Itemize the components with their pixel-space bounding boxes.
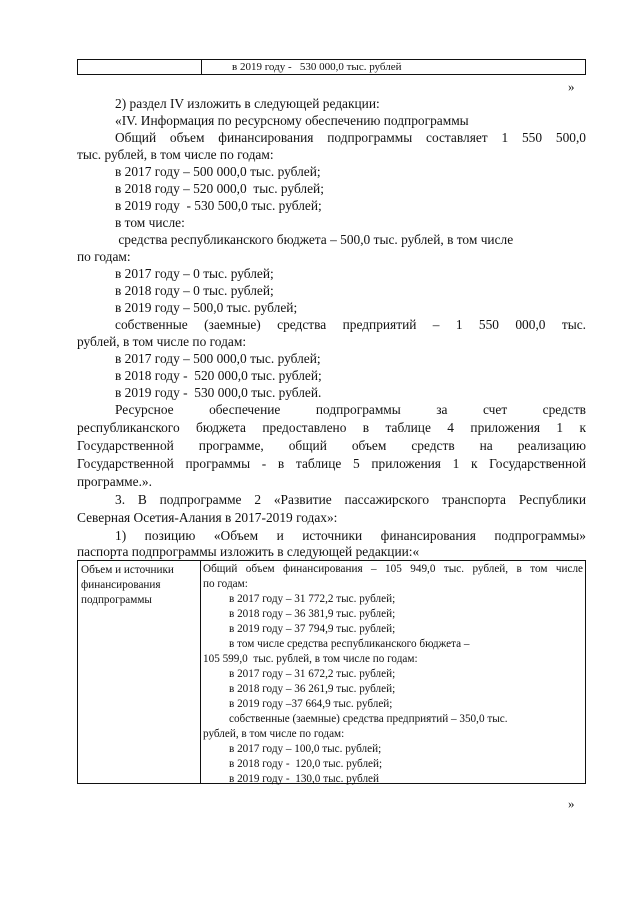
resource-line-4: Государственной программы - в таблице 5 приложения 1 к Государственной [77, 456, 586, 471]
table-line-10: в 2019 году –37 664,9 тыс. рублей; [229, 698, 393, 710]
table-line-6: в том числе средства республиканского бюджета – [229, 638, 470, 650]
republic-2019: в 2019 году – 500,0 тыс. рублей; [115, 300, 298, 315]
top-table-fragment [77, 59, 586, 75]
table-line-11: собственные (заемные) средства предприятий – 350,0 тыс. [229, 713, 508, 725]
item3-line-b: Северная Осетия-Алания в 2017-2019 годах»: [77, 510, 338, 525]
table-line-2: по годам: [203, 578, 248, 590]
total-2017: в 2017 году – 500 000,0 тыс. рублей; [115, 164, 321, 179]
table-line-14: в 2018 году - 120,0 тыс. рублей; [229, 758, 383, 770]
table-line-7: 105 599,0 тыс. рублей, в том числе по годам: [203, 653, 418, 665]
section-intro: 2) раздел IV изложить в следующей редакции: [115, 96, 380, 111]
resource-line-5: программе.». [77, 474, 152, 489]
item3-line-a: 3. В подпрограмме 2 «Развитие пассажирского транспорта Республики [115, 492, 586, 507]
resource-line-1: Ресурсное обеспечение подпрограммы за счет средств [115, 402, 586, 417]
total-line-b: тыс. рублей, в том числе по годам: [77, 147, 274, 162]
table-line-15: в 2019 году - 130,0 тыс. рублей [229, 773, 380, 785]
table-line-1: Общий объем финансирования – 105 949,0 тыс. рублей, в том числе [203, 563, 583, 575]
table-line-13: в 2017 году – 100,0 тыс. рублей; [229, 743, 382, 755]
total-2018: в 2018 году – 520 000,0 тыс. рублей; [115, 181, 324, 196]
item1-line-b: паспорта подпрограммы изложить в следующей редакции:« [77, 544, 420, 559]
table-line-8: в 2017 году – 31 672,2 тыс. рублей; [229, 668, 396, 680]
table-line-9: в 2018 году – 36 261,9 тыс. рублей; [229, 683, 396, 695]
table-divider [200, 561, 201, 783]
top-table-cell: в 2019 году - 530 000,0 тыс. рублей [232, 61, 402, 73]
table-line-4: в 2018 году – 36 381,9 тыс. рублей; [229, 608, 396, 620]
resource-line-2: республиканского бюджета предоставлено в таблице 4 приложения 1 к [77, 420, 586, 435]
item1-line-a: 1) позицию «Объем и источники финансирования подпрограммы» [115, 528, 586, 543]
own-2019: в 2019 году - 530 000,0 тыс. рублей. [115, 385, 322, 400]
republic-budget-line-b: по годам: [77, 249, 131, 264]
total-2019: в 2019 году - 530 500,0 тыс. рублей; [115, 198, 322, 213]
table-divider [201, 60, 202, 74]
section-heading: «IV. Информация по ресурсному обеспечению подпрограммы [115, 113, 469, 128]
own-2017: в 2017 году – 500 000,0 тыс. рублей; [115, 351, 321, 366]
closing-quote-2: » [568, 796, 575, 811]
own-2018: в 2018 году - 520 000,0 тыс. рублей; [115, 368, 322, 383]
resource-line-3: Государственной программе, общий объем средств на реализацию [77, 438, 586, 453]
table-line-5: в 2019 году – 37 794,9 тыс. рублей; [229, 623, 396, 635]
republic-budget-line-a: средства республиканского бюджета – 500,0 тыс. рублей, в том числе [115, 232, 514, 247]
republic-2017: в 2017 году – 0 тыс. рублей; [115, 266, 274, 281]
total-line-a: Общий объем финансирования подпрограммы составляет 1 550 500,0 [115, 130, 586, 145]
republic-2018: в 2018 году – 0 тыс. рублей; [115, 283, 274, 298]
table-line-12: рублей, в том числе по годам: [203, 728, 345, 740]
own-funds-line-b: рублей, в том числе по годам: [77, 334, 247, 349]
closing-quote: » [568, 79, 575, 94]
including-label: в том числе: [115, 215, 185, 230]
table-left-cell: Объем и источники финансирования подпрограммы [81, 564, 174, 606]
table-line-3: в 2017 году – 31 772,2 тыс. рублей; [229, 593, 396, 605]
own-funds-line-a: собственные (заемные) средства предприятий – 1 550 000,0 тыс. [115, 317, 586, 332]
